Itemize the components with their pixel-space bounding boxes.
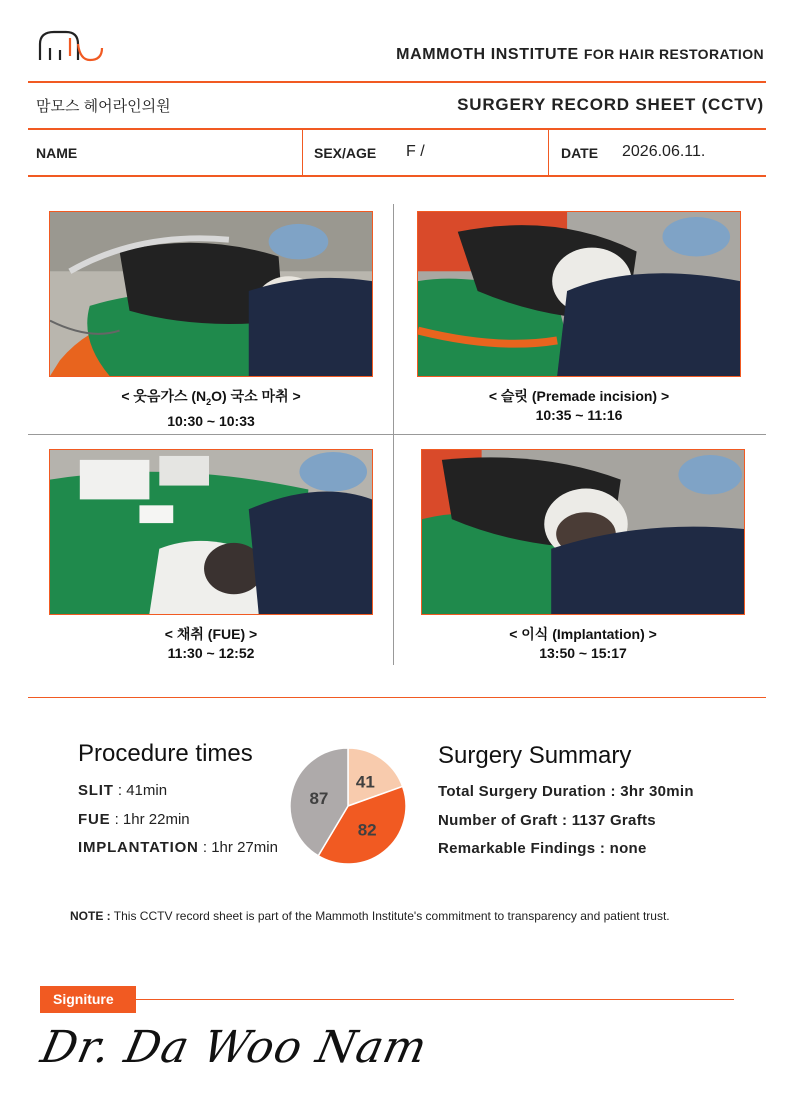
sheet-title: SURGERY RECORD SHEET (CCTV) xyxy=(457,95,764,114)
cctv-photo-anesthesia xyxy=(49,211,373,377)
stage-caption-slit xyxy=(417,387,741,425)
stage-caption-anesthesia xyxy=(49,387,373,431)
institute-main: MAMMOTH INSTITUTE xyxy=(396,46,579,63)
korean-clinic-name: 맘모스 헤어라인의원 xyxy=(36,98,171,115)
stage-time: 10:35 ~ 11:16 xyxy=(535,407,623,423)
pie-label-implantation: 87 xyxy=(309,788,329,808)
grid-divider-vertical xyxy=(393,204,394,434)
note-label: NOTE : xyxy=(70,909,111,923)
summary-duration: Total Surgery Duration : 3hr 30min xyxy=(438,783,694,800)
info-divider xyxy=(302,130,303,176)
stage-title: < 이식 (Implantation) > xyxy=(509,626,657,642)
sexage-label: SEX/AGE xyxy=(314,145,377,161)
procedure-item-slit: SLIT : 41min xyxy=(78,782,168,799)
date-value: 2026.06.11. xyxy=(622,143,706,160)
signature-tag: Signiture xyxy=(40,986,136,1013)
cctv-photo-fue xyxy=(49,449,373,615)
stage-time: 13:50 ~ 15:17 xyxy=(539,645,627,661)
procedure-item-fue: FUE : 1hr 22min xyxy=(78,811,190,828)
stage-title: < 채취 (FUE) > xyxy=(164,626,258,642)
mammoth-logo xyxy=(36,26,108,66)
procedure-item-implantation: IMPLANTATION : 1hr 27min xyxy=(78,839,278,856)
stage-time: 10:30 ~ 10:33 xyxy=(167,412,255,429)
stage-caption-fue xyxy=(49,625,373,663)
stage-title: < 웃음가스 $(N_2O)$ 국소 마취 > xyxy=(121,388,301,407)
pie-label-slit: 41 xyxy=(355,772,375,792)
stage-caption-implantation xyxy=(421,625,745,663)
date-label: DATE xyxy=(561,145,599,161)
surgery-summary-title: Surgery Summary xyxy=(438,742,632,769)
procedure-pie-chart xyxy=(288,746,408,866)
note-body: This CCTV record sheet is part of the Mammoth Institute's commitment to transparency and patient trust. xyxy=(110,909,670,923)
pie-label-fue: 82 xyxy=(357,820,377,840)
institute-sub: FOR HAIR RESTORATION xyxy=(583,46,764,62)
name-label: NAME xyxy=(36,145,78,161)
cctv-photo-slit xyxy=(417,211,741,377)
note-text xyxy=(70,909,670,923)
info-divider xyxy=(548,130,549,176)
signature-line xyxy=(136,999,734,1000)
cctv-photo-implantation xyxy=(421,449,745,615)
summary-grafts: Number of Graft : 1137 Grafts xyxy=(438,812,656,829)
section-rule xyxy=(28,697,766,698)
institute-name xyxy=(396,46,764,64)
summary-findings: Remarkable Findings : none xyxy=(438,840,647,857)
stage-title: < 슬릿 (Premade incision) > xyxy=(488,388,670,404)
doctor-signature: Dr. Da Woo Nam xyxy=(36,1022,433,1073)
sexage-value: F / xyxy=(406,143,425,160)
header-rule-top xyxy=(28,81,766,83)
grid-divider-horizontal xyxy=(28,434,766,435)
patient-info-row xyxy=(28,130,766,176)
header-rule-bottom xyxy=(28,175,766,177)
grid-divider-vertical xyxy=(393,435,394,665)
procedure-times-title: Procedure times xyxy=(78,740,253,767)
stage-time: 11:30 ~ 12:52 xyxy=(167,645,255,661)
